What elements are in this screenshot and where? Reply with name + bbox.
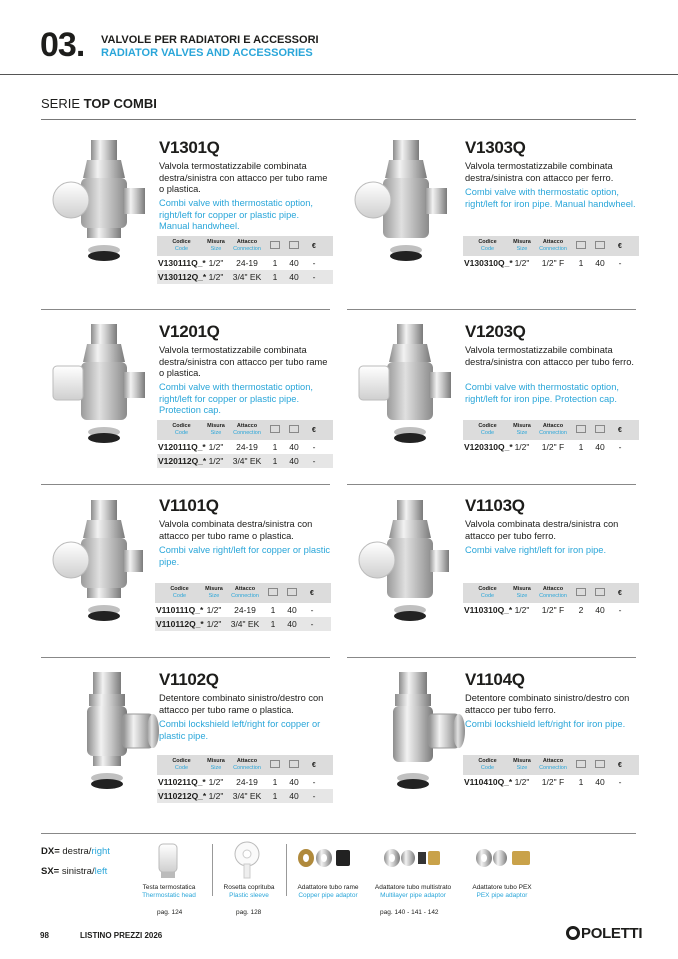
brand-logo: POLETTI xyxy=(566,925,642,942)
multilayer-pipe-adaptor-image xyxy=(382,846,444,870)
plastic-sleeve-image xyxy=(232,840,262,880)
thermostatic-head-image xyxy=(155,842,181,880)
product-table xyxy=(463,236,639,270)
table-header: Codice Code Misura Size Attacco Connection € xyxy=(463,420,639,440)
box-icon xyxy=(576,588,586,596)
valve-thermostatic-image xyxy=(51,138,161,278)
product-code: V1101Q xyxy=(159,496,219,515)
valve-combi-image xyxy=(51,498,161,638)
carton-icon xyxy=(287,588,297,596)
box-icon xyxy=(576,241,586,249)
table-row: V110112Q_* 1/2" 3/4" EK 1 40 - xyxy=(155,617,331,631)
description-en: Combi lockshield left/right for copper or plastic pipe. xyxy=(159,719,321,741)
product-table xyxy=(463,583,639,617)
accessory-caption: Rosetta coprituba Plastic sleeve xyxy=(223,884,275,899)
chapter-title-it: VALVOLE PER RADIATORI E ACCESSORI xyxy=(101,34,319,46)
product-table xyxy=(157,755,333,803)
description-it: Valvola termostatizzabile combinata destra/sinistra con attacco per tubo ferro. xyxy=(465,345,634,367)
product-code: V1203Q xyxy=(465,322,526,341)
product-table xyxy=(463,755,639,789)
box-icon xyxy=(576,425,586,433)
page-reference[interactable]: pag. 140 - 141 - 142 xyxy=(380,909,439,916)
box-icon xyxy=(270,425,280,433)
table-row: V110211Q_* 1/2" 24-19 1 40 - xyxy=(158,777,316,787)
product-code: V1104Q xyxy=(465,670,525,689)
carton-icon xyxy=(595,241,605,249)
product-v1303q xyxy=(347,130,647,310)
description-en: Combi valve with thermostatic option, right/left for iron pipe. Protection cap. xyxy=(465,382,619,404)
carton-icon xyxy=(289,425,299,433)
product-v1101q xyxy=(41,490,341,670)
table-header: Codice Code Misura Size Attacco Connection € xyxy=(157,755,333,775)
carton-icon xyxy=(595,760,605,768)
series-divider xyxy=(41,119,636,120)
accessory-caption: Adattatore tubo rame Copper pipe adaptor xyxy=(297,884,359,899)
description-it: Valvola combinata destra/sinistra con attacco per tubo ferro. xyxy=(465,519,619,541)
description-en: Combi valve right/left for iron pipe. xyxy=(465,545,607,555)
product-code: V1303Q xyxy=(465,138,526,157)
product-table xyxy=(463,420,639,454)
description-en: Combi valve with thermostatic option, right/left for iron pipe. Manual handwheel. xyxy=(465,187,636,209)
pex-pipe-adaptor-image xyxy=(474,846,536,870)
carton-icon xyxy=(595,425,605,433)
copper-pipe-adaptor-image xyxy=(296,846,358,870)
valve-combi-image xyxy=(357,498,467,638)
lockshield-valve-image xyxy=(375,670,485,810)
table-row: V110111Q_* 1/2" 24-19 1 40 - xyxy=(156,605,314,615)
product-v1102q xyxy=(41,664,341,844)
table-row: V110310Q_* 1/2" 1/2" F 2 40 - xyxy=(464,605,622,615)
table-header: Codice Code Misura Size Attacco Connection € xyxy=(463,583,639,603)
description-en: Combi valve with thermostatic option, right/left for copper or plastic pipe. Protection cap. xyxy=(159,382,313,415)
product-v1103q xyxy=(347,490,647,670)
table-row: V130112Q_* 1/2" 3/4" EK 1 40 - xyxy=(157,270,333,284)
valve-protection-cap-image xyxy=(357,322,467,462)
accessory-caption: Testa termostatica Thermostatic head xyxy=(142,884,196,899)
description-it: Detentore combinato sinistro/destro con attacco per tubo ferro. xyxy=(465,693,630,715)
header-divider xyxy=(0,74,678,75)
description-it: Valvola combinata destra/sinistra con attacco per tubo rame o plastica. xyxy=(159,519,313,541)
table-header: Codice Code Misura Size Attacco Connection € xyxy=(463,236,639,256)
chapter-title-en: RADIATOR VALVES AND ACCESSORIES xyxy=(101,47,313,59)
description-it: Valvola termostatizzabile combinata destra/sinistra con attacco per tubo rame o plastica. xyxy=(159,161,328,194)
product-v1203q xyxy=(347,316,647,496)
legend-sx: SX= sinistra/left xyxy=(41,866,108,877)
description-it: Detentore combinato sinistro/destro con attacco per tubo rame o plastica. xyxy=(159,693,324,715)
carton-icon xyxy=(289,241,299,249)
divider xyxy=(212,844,213,896)
valve-thermostatic-image xyxy=(353,138,463,278)
description-it: Valvola termostatizzabile combinata destra/sinistra con attacco per tubo rame o plastica. xyxy=(159,345,328,378)
table-row: V120111Q_* 1/2" 24-19 1 40 - xyxy=(158,442,316,452)
legend-dx: DX= destra/right xyxy=(41,846,110,857)
table-header: Codice Code Misura Size Attacco Connection € xyxy=(157,236,333,256)
chapter-number: 03. xyxy=(40,26,85,64)
product-table xyxy=(155,583,331,631)
box-icon xyxy=(270,760,280,768)
divider xyxy=(286,844,287,896)
product-code: V1301Q xyxy=(159,138,220,157)
description-it: Valvola termostatizzabile combinata destra/sinistra con attacco per ferro. xyxy=(465,161,614,183)
table-header: Codice Code Misura Size Attacco Connection € xyxy=(157,420,333,440)
table-header: Codice Code Misura Size Attacco Connection € xyxy=(463,755,639,775)
product-v1301q xyxy=(41,130,341,310)
carton-icon xyxy=(595,588,605,596)
footer-divider xyxy=(41,833,636,834)
footer-title: LISTINO PREZZI 2026 xyxy=(80,931,163,940)
product-code: V1103Q xyxy=(465,496,525,515)
valve-protection-cap-image xyxy=(51,322,161,462)
table-row: V110410Q_* 1/2" 1/2" F 1 40 - xyxy=(464,777,622,787)
product-code: V1102Q xyxy=(159,670,219,689)
page-reference[interactable]: pag. 128 xyxy=(236,909,262,916)
product-v1201q xyxy=(41,316,341,496)
accessory-caption: Adattatore tubo multistrato Multilayer pipe adaptor xyxy=(374,884,452,899)
box-icon xyxy=(270,241,280,249)
description-en: Combi valve right/left for copper or plastic pipe. xyxy=(159,545,331,567)
page-reference[interactable]: pag. 124 xyxy=(157,909,183,916)
series-name: TOP COMBI xyxy=(83,96,157,111)
table-header: Codice Code Misura Size Attacco Connection € xyxy=(155,583,331,603)
series-title xyxy=(41,96,157,112)
product-table xyxy=(157,420,333,468)
table-row: V130111Q_* 1/2" 24-19 1 40 - xyxy=(158,258,316,268)
carton-icon xyxy=(289,760,299,768)
accessory-caption: Adattatore tubo PEX PEX pipe adaptor xyxy=(472,884,532,899)
box-icon xyxy=(268,588,278,596)
brand-mark-icon xyxy=(566,926,580,940)
table-row: V110212Q_* 1/2" 3/4" EK 1 40 - xyxy=(157,789,333,803)
box-icon xyxy=(576,760,586,768)
description-en: Combi valve with thermostatic option, right/left for copper or plastic pipe. Manual handwheel. xyxy=(159,198,313,231)
series-prefix: SERIE xyxy=(41,96,81,111)
table-row: V120310Q_* 1/2" 1/2" F 1 40 - xyxy=(464,442,622,452)
product-table xyxy=(157,236,333,284)
description-en: Combi lockshield left/right for iron pipe. xyxy=(465,719,626,729)
product-code: V1201Q xyxy=(159,322,220,341)
table-row: V120112Q_* 1/2" 3/4" EK 1 40 - xyxy=(157,454,333,468)
table-row: V130310Q_* 1/2" 1/2" F 1 40 - xyxy=(464,258,622,268)
page-number: 98 xyxy=(40,931,49,940)
product-v1104q xyxy=(347,664,647,844)
